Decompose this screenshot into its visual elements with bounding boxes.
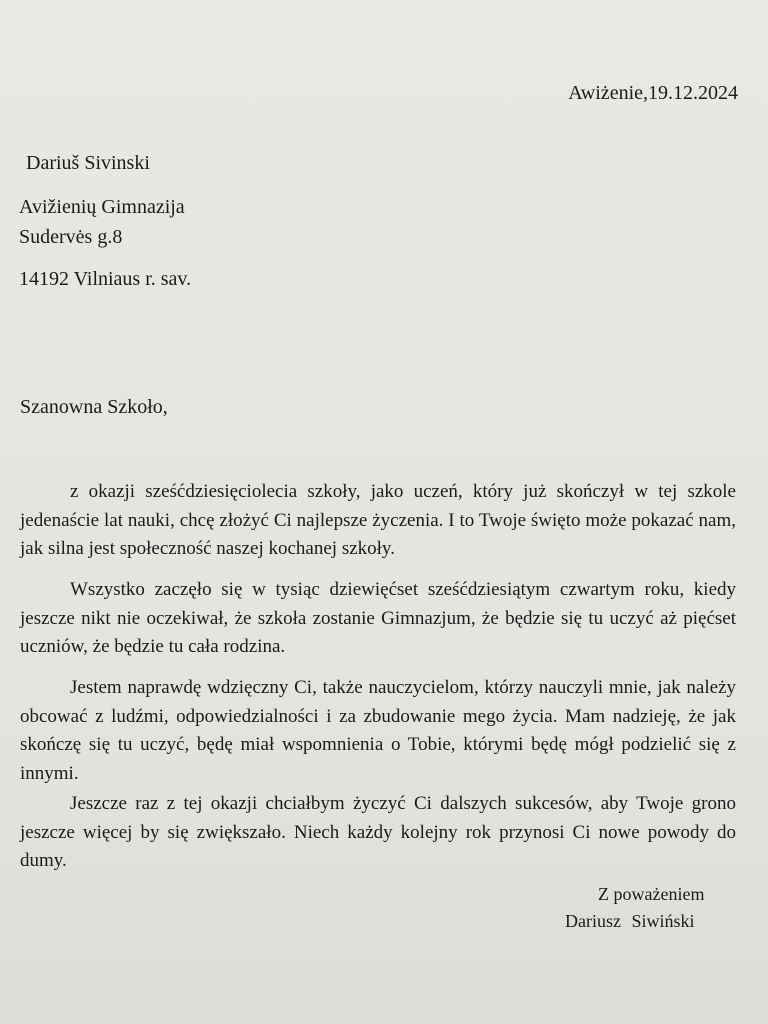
address-school: Avižienių Gimnazija — [19, 196, 185, 218]
body-paragraph-3: Jestem naprawdę wdzięczny Ci, także nauczycielom, którzy nauczyli mnie, jak należy obcować z ludźmi, odpowiedzialności i za zbudowanie mego życia. Mam nadzieję, że jak skończę się tu uczyć, będę miał wspomnienia o Tobie, którymi będę mógł podzielić się z innymi. — [20, 677, 736, 784]
address-street: Sudervės g.8 — [19, 226, 123, 248]
sender-name: Dariuš Sivinski — [26, 152, 150, 174]
body-paragraph-4: Jeszcze raz z tej okazji chciałbym życzyć Ci dalszych sukcesów, aby Twoje grono jeszcze więcej by się zwiększało. Niech każdy kolejny rok przynosi Ci nowe powody do dumy. — [20, 793, 736, 871]
letter-greeting: Szanowna Szkoło, — [20, 396, 168, 418]
body-paragraph-2: Wszystko zaczęło się w tysiąc dziewięćset sześćdziesiątym czwartym roku, kiedy jeszcze nikt nie oczekiwał, że szkoła zostanie Gimnazjum, że będzie się tu uczyć aż pięćset uczniów, że będzie tu cała rodzina. — [20, 579, 736, 657]
letter-closing: Z poważeniem — [598, 884, 705, 904]
address-postal: 14192 Vilniaus r. sav. — [19, 268, 192, 290]
letter-signature: Dariusz Siwiński — [565, 911, 695, 931]
letter-date: Awiżenie,19.12.2024 — [568, 82, 738, 104]
body-paragraph-1: z okazji sześćdziesięciolecia szkoły, jako uczeń, który już skończył w tej szkole jedenaście lat nauki, chcę złożyć Ci najlepsze życzenia. I to Twoje święto może pokazać nam, jak silna jest społeczność naszej kochanej szkoły. — [20, 481, 736, 559]
